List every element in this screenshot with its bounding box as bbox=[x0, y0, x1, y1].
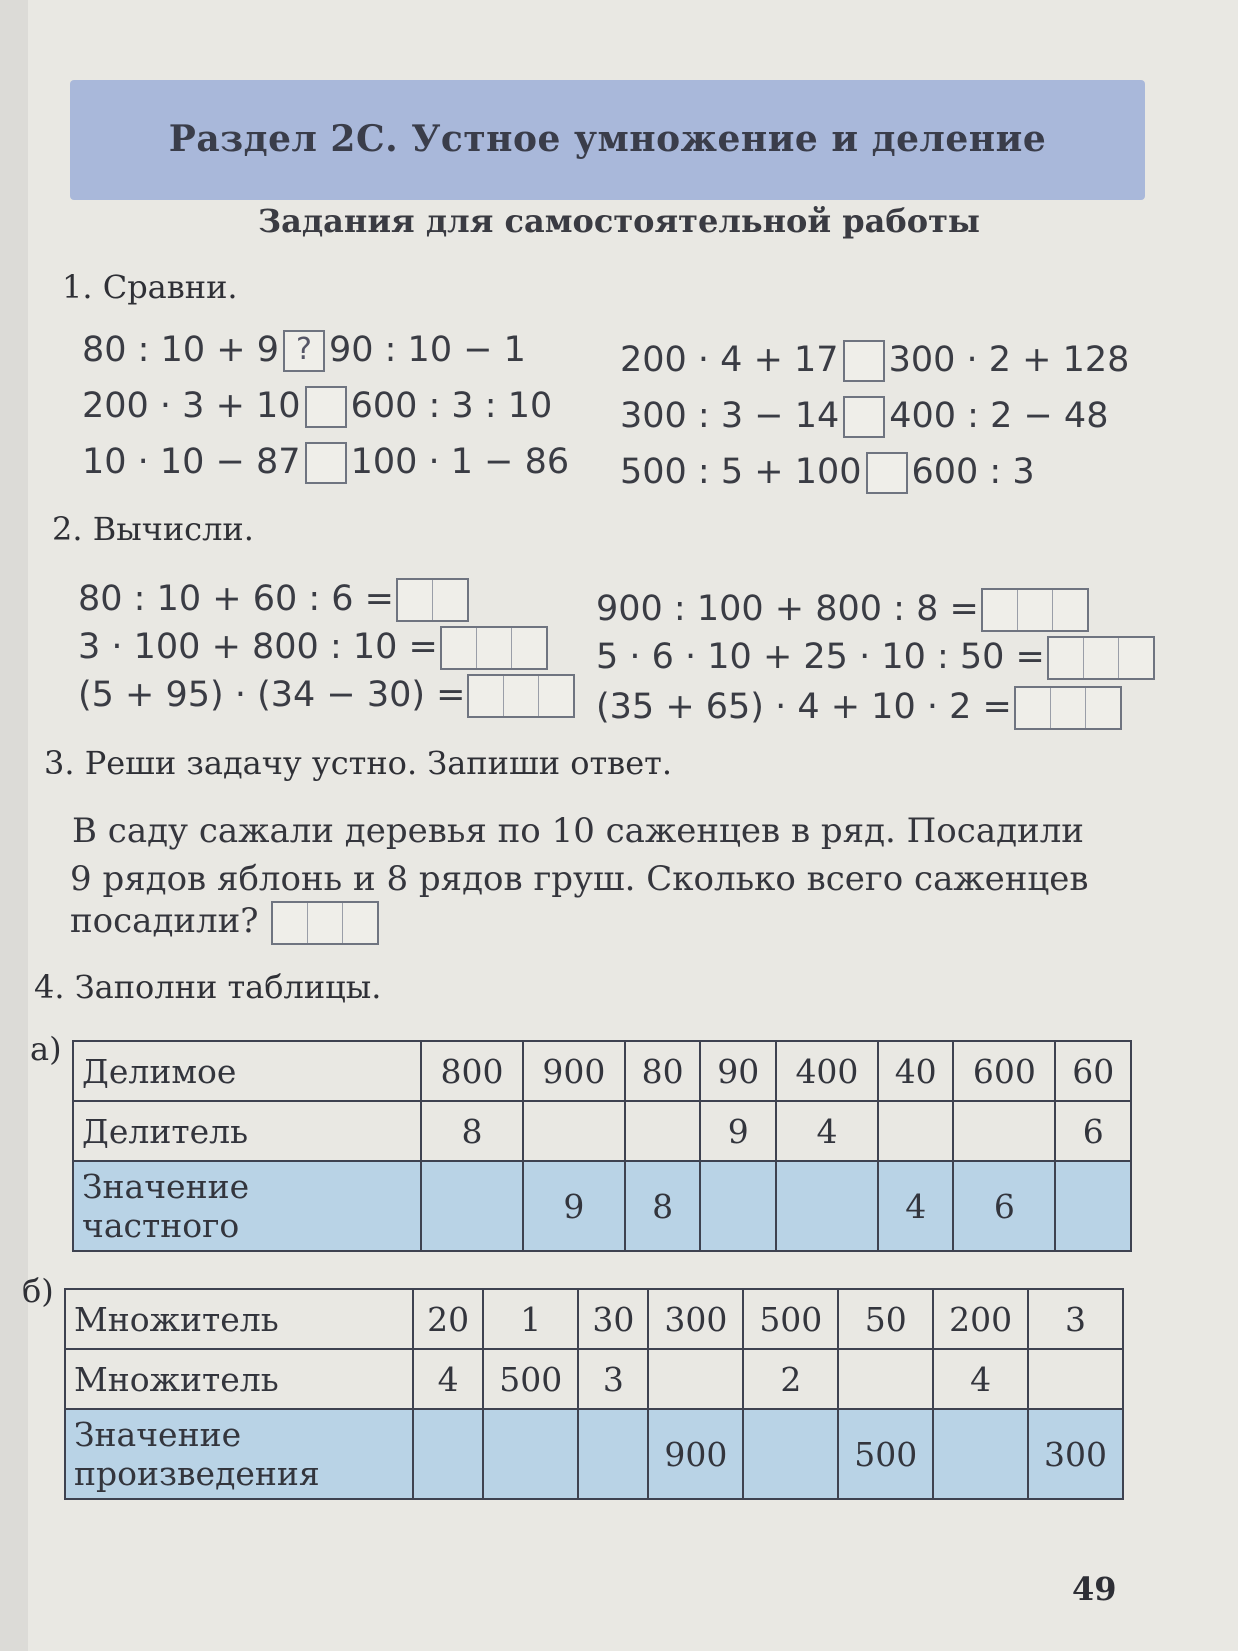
compare-expr-b: 90 : 10 − 1 bbox=[328, 330, 526, 370]
row-label bbox=[65, 1409, 413, 1499]
task2-heading: 2. Вычисли. bbox=[52, 510, 254, 548]
table-cell[interactable]: 3 bbox=[578, 1349, 648, 1409]
page-subtitle: Задания для самостоятельной работы bbox=[258, 202, 980, 240]
table-cell[interactable]: 1 bbox=[483, 1289, 578, 1349]
compare-expr-b: 600 : 3 bbox=[911, 452, 1035, 492]
table-row bbox=[73, 1161, 1131, 1251]
table-cell[interactable] bbox=[953, 1101, 1055, 1161]
table-cell[interactable]: 3 bbox=[1028, 1289, 1123, 1349]
compare-row bbox=[620, 340, 1129, 382]
compare-expr-b: 300 · 2 + 128 bbox=[888, 340, 1130, 380]
table-row bbox=[65, 1349, 1123, 1409]
compute-expr: 80 : 10 + 60 : 6 = bbox=[78, 579, 394, 619]
table-cell[interactable]: 4 bbox=[878, 1161, 954, 1251]
problem-question: посадили? bbox=[70, 901, 259, 941]
row-label: Множитель bbox=[65, 1349, 413, 1409]
compare-expr-b: 100 · 1 − 86 bbox=[350, 442, 570, 482]
compute-expr: 900 : 100 + 800 : 8 = bbox=[596, 589, 979, 629]
table-cell[interactable]: 6 bbox=[1055, 1101, 1131, 1161]
table-cell[interactable] bbox=[648, 1349, 743, 1409]
compare-row bbox=[620, 396, 1108, 438]
compute-row bbox=[596, 636, 1155, 680]
table-a bbox=[72, 1040, 1132, 1252]
table-cell[interactable]: 4 bbox=[933, 1349, 1028, 1409]
section-title: Раздел 2С. Устное умножение и деление bbox=[168, 118, 1047, 160]
table-cell[interactable] bbox=[878, 1101, 954, 1161]
table-row bbox=[73, 1101, 1131, 1161]
table-cell[interactable]: 600 bbox=[953, 1041, 1055, 1101]
table-cell[interactable]: 40 bbox=[878, 1041, 954, 1101]
row-label: Множитель bbox=[65, 1289, 413, 1349]
compute-row bbox=[78, 674, 575, 718]
row-label-line: произведения bbox=[74, 1454, 320, 1493]
compare-row bbox=[620, 452, 1035, 494]
compare-row bbox=[82, 330, 526, 372]
table-cell[interactable]: 80 bbox=[625, 1041, 701, 1101]
table-cell[interactable] bbox=[700, 1161, 776, 1251]
compare-expr-a: 80 : 10 + 9 bbox=[82, 330, 279, 370]
table-row bbox=[73, 1041, 1131, 1101]
compare-expr-a: 10 · 10 − 87 bbox=[82, 442, 301, 482]
compute-row bbox=[596, 686, 1122, 730]
answer-box[interactable] bbox=[440, 626, 548, 670]
table-cell[interactable] bbox=[578, 1409, 648, 1499]
task1-heading: 1. Сравни. bbox=[62, 268, 238, 306]
table-row bbox=[65, 1409, 1123, 1499]
table-b bbox=[64, 1288, 1124, 1500]
table-cell[interactable]: 20 bbox=[413, 1289, 483, 1349]
table-cell[interactable] bbox=[625, 1101, 701, 1161]
answer-box[interactable] bbox=[1047, 636, 1155, 680]
compute-expr: (35 + 65) · 4 + 10 · 2 = bbox=[596, 687, 1012, 727]
table-cell[interactable]: 9 bbox=[523, 1161, 625, 1251]
table-cell[interactable] bbox=[743, 1409, 838, 1499]
compare-expr-a: 200 · 3 + 10 bbox=[82, 386, 301, 426]
table-cell[interactable]: 800 bbox=[421, 1041, 523, 1101]
table-cell[interactable]: 900 bbox=[648, 1409, 743, 1499]
problem-line: 9 рядов яблонь и 8 рядов груш. Сколько всего саженцев bbox=[70, 859, 1089, 899]
page-number: 49 bbox=[1072, 1570, 1117, 1608]
table-cell[interactable]: 6 bbox=[953, 1161, 1055, 1251]
table-cell[interactable]: 300 bbox=[648, 1289, 743, 1349]
compute-expr: (5 + 95) · (34 − 30) = bbox=[78, 675, 466, 715]
table-cell[interactable]: 8 bbox=[421, 1101, 523, 1161]
table-cell[interactable]: 300 bbox=[1028, 1409, 1123, 1499]
compute-row bbox=[596, 588, 1089, 632]
compare-box[interactable] bbox=[305, 386, 347, 428]
section-banner bbox=[70, 80, 1145, 200]
compute-row bbox=[78, 578, 469, 622]
table-cell[interactable] bbox=[838, 1349, 933, 1409]
answer-box[interactable] bbox=[1014, 686, 1122, 730]
compare-box[interactable] bbox=[843, 340, 885, 382]
problem-line-answer bbox=[70, 898, 379, 945]
row-label-line: Значение bbox=[82, 1167, 250, 1206]
answer-box[interactable] bbox=[271, 901, 379, 945]
row-label: Делитель bbox=[73, 1101, 421, 1161]
compare-box[interactable] bbox=[305, 442, 347, 484]
row-label: Делимое bbox=[73, 1041, 421, 1101]
task3-heading: 3. Реши задачу устно. Запиши ответ. bbox=[44, 744, 672, 782]
table-cell[interactable] bbox=[776, 1161, 878, 1251]
compare-box[interactable]: ? bbox=[283, 330, 325, 372]
table-cell[interactable] bbox=[1028, 1349, 1123, 1409]
compute-expr: 5 · 6 · 10 + 25 · 10 : 50 = bbox=[596, 637, 1045, 677]
row-label-line: Значение bbox=[74, 1415, 242, 1454]
table-cell[interactable]: 60 bbox=[1055, 1041, 1131, 1101]
table-b-letter: б) bbox=[22, 1272, 54, 1310]
table-cell[interactable]: 4 bbox=[413, 1349, 483, 1409]
table-cell[interactable] bbox=[1055, 1161, 1131, 1251]
table-a-letter: а) bbox=[30, 1030, 62, 1068]
compare-expr-a: 300 : 3 − 14 bbox=[620, 396, 840, 436]
table-cell[interactable]: 500 bbox=[483, 1349, 578, 1409]
table-cell[interactable]: 90 bbox=[700, 1041, 776, 1101]
table-cell[interactable] bbox=[933, 1409, 1028, 1499]
table-cell[interactable]: 500 bbox=[743, 1289, 838, 1349]
compare-expr-b: 400 : 2 − 48 bbox=[889, 396, 1109, 436]
table-row bbox=[65, 1289, 1123, 1349]
compute-row bbox=[78, 626, 548, 670]
table-cell[interactable] bbox=[421, 1161, 523, 1251]
compare-expr-a: 500 : 5 + 100 bbox=[620, 452, 862, 492]
table-cell[interactable] bbox=[523, 1101, 625, 1161]
table-cell[interactable]: 9 bbox=[700, 1101, 776, 1161]
row-label-line: частного bbox=[82, 1206, 240, 1245]
table-cell[interactable]: 8 bbox=[625, 1161, 701, 1251]
answer-box[interactable] bbox=[467, 674, 575, 718]
table-cell[interactable]: 50 bbox=[838, 1289, 933, 1349]
compare-expr-b: 600 : 3 : 10 bbox=[350, 386, 553, 426]
table-cell[interactable]: 900 bbox=[523, 1041, 625, 1101]
table-cell[interactable]: 500 bbox=[838, 1409, 933, 1499]
task4-heading: 4. Заполни таблицы. bbox=[34, 968, 382, 1006]
table-cell[interactable]: 2 bbox=[743, 1349, 838, 1409]
answer-box[interactable] bbox=[981, 588, 1089, 632]
table-cell[interactable]: 4 bbox=[776, 1101, 878, 1161]
compare-expr-a: 200 · 4 + 17 bbox=[620, 340, 839, 380]
problem-line: В саду сажали деревья по 10 саженцев в ряд. Посадили bbox=[72, 811, 1084, 851]
table-cell[interactable]: 30 bbox=[578, 1289, 648, 1349]
compare-box[interactable] bbox=[866, 452, 908, 494]
table-cell[interactable] bbox=[413, 1409, 483, 1499]
compare-row bbox=[82, 386, 552, 428]
table-cell[interactable]: 400 bbox=[776, 1041, 878, 1101]
compare-row bbox=[82, 442, 569, 484]
row-label bbox=[73, 1161, 421, 1251]
table-cell[interactable]: 200 bbox=[933, 1289, 1028, 1349]
table-cell[interactable] bbox=[483, 1409, 578, 1499]
compute-expr: 3 · 100 + 800 : 10 = bbox=[78, 627, 438, 667]
compare-box[interactable] bbox=[843, 396, 885, 438]
answer-box[interactable] bbox=[396, 578, 469, 622]
